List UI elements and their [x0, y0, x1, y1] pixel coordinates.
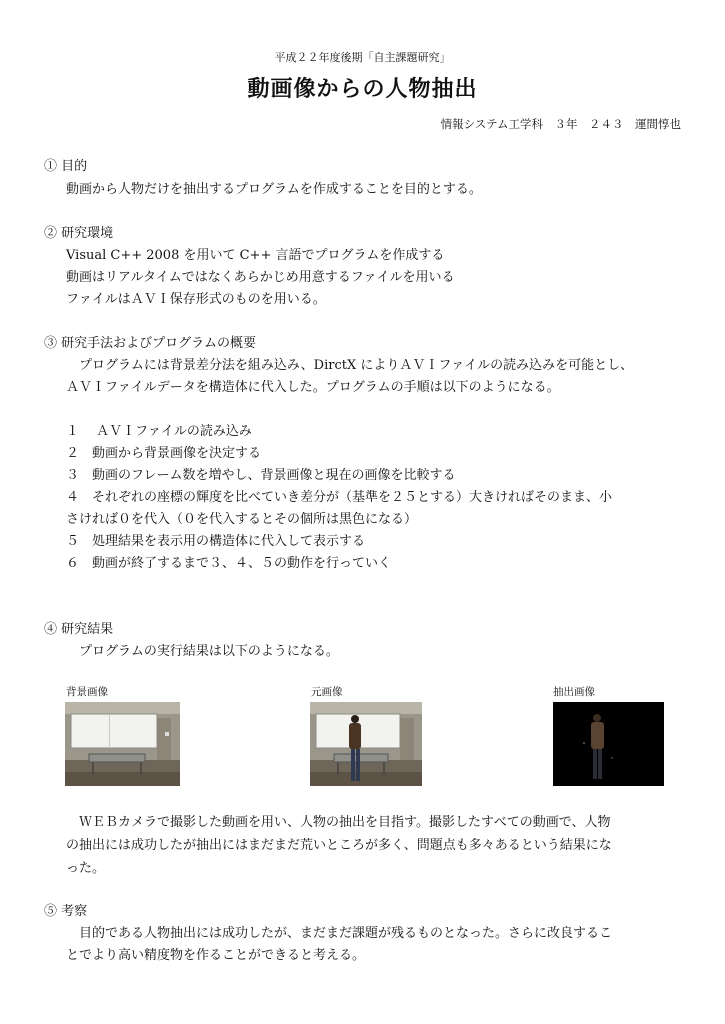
caption-extracted-image: 抽出画像 — [553, 686, 595, 698]
section-heading-method: ③ 研究手法およびプログラムの概要 — [44, 336, 257, 351]
extracted-image — [553, 702, 664, 786]
procedure-step: ２ 動画から背景画像を決定する — [66, 446, 262, 461]
paragraph-line: 動画はリアルタイムではなくあらかじめ用意するファイルを用いる — [66, 270, 455, 285]
procedure-step: ３ 動画のフレーム数を増やし、背景画像と現在の画像を比較する — [66, 468, 456, 483]
procedure-step: さければ０を代入（０を代入するとその個所は黒色になる） — [66, 512, 418, 527]
author-line: 情報システム工学科 ３年 ２４３ 運間惇也 — [440, 117, 681, 131]
section-heading-purpose: ① 目的 — [44, 159, 88, 174]
page-title: 動画像からの人物抽出 — [247, 76, 478, 102]
paragraph-line: とでより高い精度物を作ることができると考える。 — [66, 948, 366, 963]
caption-background-image: 背景画像 — [66, 686, 108, 698]
paragraph-line: った。 — [66, 861, 106, 876]
caption-original-image: 元画像 — [311, 686, 343, 698]
paragraph-line: の抽出には成功したが抽出にはまだまだ荒いところが多く、問題点も多々あるという結果にな — [66, 838, 612, 853]
paragraph-line: 動画から人物だけを抽出するプログラムを作成することを目的とする。 — [66, 182, 482, 197]
procedure-step: ５ 処理結果を表示用の構造体に代入して表示する — [66, 534, 366, 549]
original-image — [310, 702, 422, 786]
paragraph-line: プログラムには背景差分法を組み込み、DirctX によりＡＶＩファイルの読み込みを可能とし、 — [66, 358, 634, 373]
procedure-step: ４ それぞれの座標の輝度を比べていき差分が（基準を２５とする）大きければそのまま、小 — [66, 490, 613, 505]
paragraph-line: ファイルはＡＶＩ保存形式のものを用いる。 — [66, 292, 326, 307]
paragraph-line: プログラムの実行結果は以下のようになる。 — [66, 644, 339, 659]
section-heading-environment: ② 研究環境 — [44, 226, 114, 241]
section-heading-discussion: ⑤ 考察 — [44, 904, 88, 919]
background-image — [65, 702, 180, 786]
procedure-step: １ ＡＶＩファイルの読み込み — [66, 424, 252, 439]
section-heading-results: ④ 研究結果 — [44, 622, 114, 637]
procedure-step: ６ 動画が終了するまで３、４、５の動作を行っていく — [66, 556, 392, 571]
paragraph-line: Visual C++ 2008 を用いて C++ 言語でプログラムを作成する — [66, 248, 445, 263]
paragraph-line: 目的である人物抽出には成功したが、まだまだ課題が残るものとなった。さらに改良するこ — [66, 926, 613, 941]
paragraph-line: ＷＥＢカメラで撮影した動画を用い、人物の抽出を目指す。撮影したすべての動画で、人物 — [66, 815, 611, 830]
paragraph-line: ＡＶＩファイルデータを構造体に代入した。プログラムの手順は以下のようになる。 — [66, 380, 560, 395]
course-subtitle: 平成２２年度後期「自主課題研究」 — [274, 51, 451, 64]
